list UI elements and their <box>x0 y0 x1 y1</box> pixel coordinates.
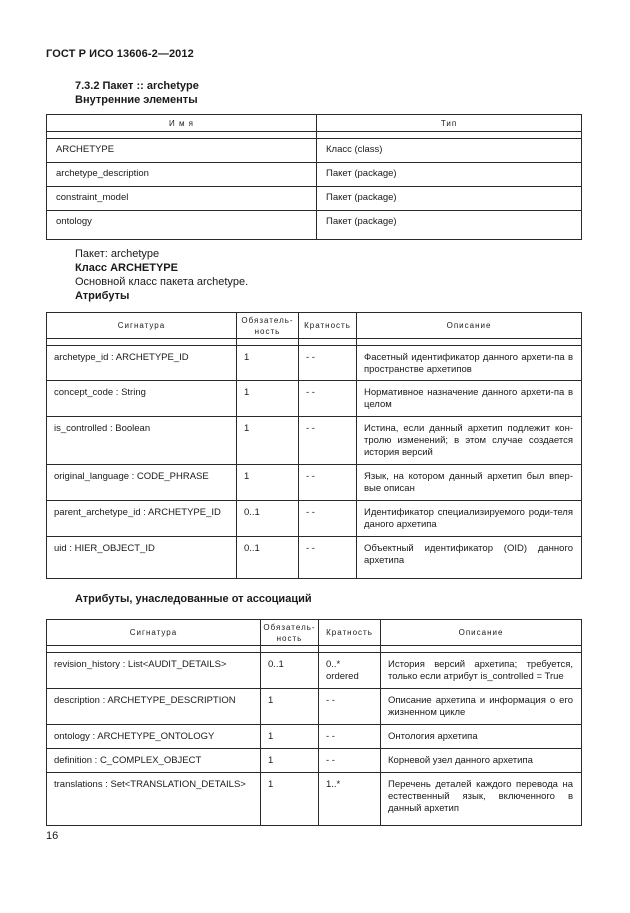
obligation-cell: 0..1 <box>268 659 284 670</box>
obligation-cell: 1 <box>244 387 250 398</box>
obligation-cell: 1 <box>268 755 274 766</box>
signature-cell: ontology : ARCHETYPE_ONTOLOGY <box>54 731 215 742</box>
column-header-name: И м я <box>47 115 317 132</box>
column-header-description: Описание <box>381 620 582 646</box>
multiplicity-cell: - - <box>306 423 315 434</box>
multiplicity-cell: - - <box>326 731 335 742</box>
table-row <box>47 163 582 187</box>
obligation-cell: 1 <box>268 695 274 706</box>
obligation-cell: 1 <box>268 779 274 790</box>
element-type: Пакет (package) <box>326 192 397 203</box>
signature-cell: translations : Set<TRANSLATION_DETAILS> <box>54 779 246 790</box>
multiplicity-cell: - - <box>326 695 335 706</box>
table-row <box>47 653 582 689</box>
spacer-row <box>47 339 582 346</box>
description-cell: Описание архетипа и информация о его жизненном цикле <box>388 695 573 718</box>
signature-cell: archetype_id : ARCHETYPE_ID <box>54 352 189 363</box>
table-row <box>47 417 582 465</box>
inherited-attributes-title: Атрибуты, унаследованные от ассоциаций <box>75 593 312 605</box>
description-cell: Объектный идентификатор (OID) данного архетипа <box>364 543 573 566</box>
section-heading <box>75 79 199 107</box>
column-header-multiplicity: Кратность <box>319 620 381 646</box>
signature-cell: is_controlled : Boolean <box>54 423 151 434</box>
class-title: Класс ARCHETYPE <box>75 262 178 274</box>
element-type: Пакет (package) <box>326 216 397 227</box>
obligation-cell: 0..1 <box>244 507 260 518</box>
class-description <box>75 247 248 303</box>
multiplicity-cell: - - <box>306 471 315 482</box>
multiplicity-cell: - - <box>306 543 315 554</box>
table-row <box>47 725 582 749</box>
column-header-signature: Сигнатура <box>47 620 261 646</box>
column-header-type: Тип <box>317 115 582 132</box>
document-header: ГОСТ Р ИСО 13606-2—2012 <box>46 48 194 60</box>
obligation-cell: 1 <box>268 731 274 742</box>
signature-cell: original_language : CODE_PHRASE <box>54 471 209 482</box>
table-row <box>47 465 582 501</box>
multiplicity-cell: - - <box>306 387 315 398</box>
table-row <box>47 211 582 240</box>
signature-cell: description : ARCHETYPE_DESCRIPTION <box>54 695 236 706</box>
table-row <box>47 689 582 725</box>
column-header-obligation: Обязатель-ность <box>261 620 319 646</box>
multiplicity-cell: - - <box>306 507 315 518</box>
multiplicity-cell: 0..* ordered <box>326 659 359 682</box>
description-cell: Перечень деталей каждого перевода на естественный язык, включенного в данный архетип <box>388 779 573 814</box>
signature-cell: uid : HIER_OBJECT_ID <box>54 543 155 554</box>
column-header-description: Описание <box>357 313 582 339</box>
signature-cell: revision_history : List<AUDIT_DETAILS> <box>54 659 227 670</box>
table-row <box>47 773 582 826</box>
attributes-table <box>46 312 582 579</box>
element-name: ARCHETYPE <box>56 144 115 155</box>
description-cell: Корневой узел данного архетипа <box>388 755 533 766</box>
spacer-row <box>47 646 582 653</box>
description-cell: Язык, на котором данный архетип был впер-вые описан <box>364 471 573 494</box>
description-cell: Фасетный идентификатор данного архети-па в пространстве архетипов <box>364 352 573 375</box>
signature-cell: definition : C_COMPLEX_OBJECT <box>54 755 202 766</box>
multiplicity-cell: - - <box>306 352 315 363</box>
element-type: Пакет (package) <box>326 168 397 179</box>
description-cell: Истина, если данный архетип подлежит кон-тролю изменений; в этом случае создается история версий <box>364 423 573 458</box>
element-name: constraint_model <box>56 192 129 203</box>
multiplicity-cell: - - <box>326 755 335 766</box>
obligation-cell: 1 <box>244 423 250 434</box>
section-title: 7.3.2 Пакет :: archetype <box>75 80 199 92</box>
table-row <box>47 501 582 537</box>
obligation-cell: 1 <box>244 352 250 363</box>
package-line: Пакет: archetype <box>75 248 160 260</box>
inherited-attributes-table <box>46 619 582 826</box>
obligation-cell: 0..1 <box>244 543 260 554</box>
table-row <box>47 346 582 381</box>
internal-elements-table <box>46 114 582 240</box>
attributes-label: Атрибуты <box>75 290 130 302</box>
section-subtitle: Внутренние элементы <box>75 94 198 106</box>
page-number: 16 <box>46 830 59 842</box>
signature-cell: concept_code : String <box>54 387 146 398</box>
column-header-multiplicity: Кратность <box>299 313 357 339</box>
table-row <box>47 139 582 163</box>
signature-cell: parent_archetype_id : ARCHETYPE_ID <box>54 507 221 518</box>
element-name: archetype_description <box>56 168 149 179</box>
element-type: Класс (class) <box>326 144 383 155</box>
table-row <box>47 187 582 211</box>
description-cell: Онтология архетипа <box>388 731 478 742</box>
spacer-row <box>47 132 582 139</box>
column-header-signature: Сигнатура <box>47 313 237 339</box>
obligation-cell: 1 <box>244 471 250 482</box>
table-row <box>47 749 582 773</box>
element-name: ontology <box>56 216 92 227</box>
table-row <box>47 381 582 417</box>
description-cell: История версий архетипа; требуется, только если атрибут is_controlled = True <box>388 659 573 682</box>
class-description-line: Основной класс пакета archetype. <box>75 276 249 288</box>
column-header-obligation: Обязатель-ность <box>237 313 299 339</box>
multiplicity-cell: 1..* <box>326 779 341 790</box>
table-row <box>47 537 582 579</box>
description-cell: Идентификатор специализируемого роди-теля даного архетипа <box>364 507 573 530</box>
description-cell: Нормативное назначение данного архети-па в целом <box>364 387 573 410</box>
